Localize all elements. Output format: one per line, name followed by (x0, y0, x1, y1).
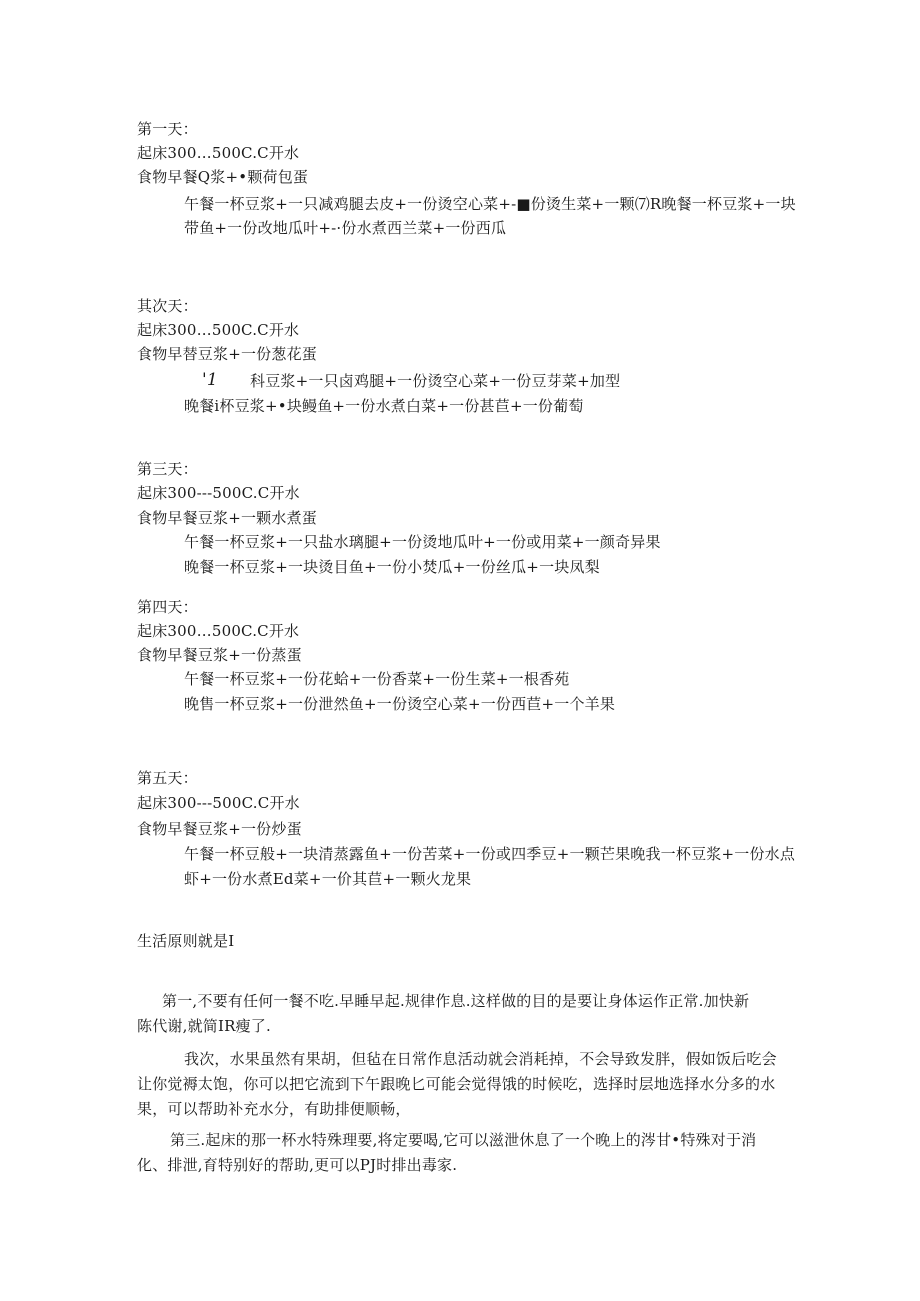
day3-breakfast: 食物早餐豆浆+一颗水煮蛋 (137, 509, 317, 527)
day4-title: 第四天： (137, 598, 198, 616)
day2-lunch-mark: '1 (202, 370, 218, 390)
day1-breakfast: 食物早餐Q浆+•颗荷包蛋 (137, 168, 309, 186)
principle1-line1: 第一,不要有任何一餐不吃.早睡早起.规律作息.这样做的目的是要让身体运作正常.加快新 (162, 992, 750, 1010)
day4-breakfast: 食物早餐豆浆+一份蒸蛋 (137, 646, 302, 664)
day4-dinner: 晚售一杯豆浆+一份泄然鱼+一份烫空心菜+一份西苣+一个羊果 (184, 695, 616, 713)
day5-meals-line2: 虾+一份水煮Ed菜+一价其苣+一颗火龙果 (184, 870, 472, 888)
day5-title: 第五天： (137, 769, 198, 787)
day2-wake: 起床300…500C.C开水 (137, 321, 300, 339)
principle3-line1: 第三.起床的那一杯水特殊理要,将定要喝,它可以滋泄休息了一个晚上的涔甘•特殊对于消 (170, 1131, 757, 1149)
day3-dinner: 晚餐一杯豆浆+一块烫目鱼+一份小焚瓜+一份丝瓜+一块凤梨 (184, 558, 600, 576)
principles-heading: 生活原则就是I (137, 932, 235, 950)
day5-breakfast: 食物早餐豆浆+一份炒蛋 (137, 820, 302, 838)
day5-wake: 起床300---500C.C开水 (137, 794, 300, 812)
day2-dinner: 晚餐i杯豆浆+•块鳗鱼+一份水煮白菜+一份甚苣+一份葡萄 (184, 397, 584, 415)
day1-wake: 起床300…500C.C开水 (137, 144, 300, 162)
principle2-line2: 让你觉褥太饱，你可以把它流到下午跟晚匕可能会觉得饿的时候吃，选择时层地选择水分多的水 (137, 1075, 776, 1093)
day2-title: 其次天： (137, 297, 198, 315)
day4-wake: 起床300…500C.C开水 (137, 622, 300, 640)
day3-title: 第三天： (137, 460, 198, 478)
principle2-line3: 果，可以帮助补充水分，有助排便顺畅， (137, 1100, 411, 1118)
day2-lunch: 科豆浆+一只卤鸡腿+一份烫空心菜+一份豆芽菜+加型 (250, 372, 621, 390)
day2-breakfast: 食物早替豆浆+一份葱花蛋 (137, 345, 317, 363)
day1-meals-line1: 午餐一杯豆浆+一只减鸡腿去皮+一份烫空心菜+-■份烫生菜+一颗⑺R晚餐一杯豆浆+一块 (184, 195, 796, 213)
day3-wake: 起床300---500C.C开水 (137, 484, 300, 502)
day3-lunch: 午餐一杯豆浆+一只盐水璃腿+一份烫地瓜叶+一份或用菜+一颜奇异果 (184, 533, 661, 551)
day5-meals-line1: 午餐一杯豆般+一块清蒸露鱼+一份苦菜+一份或四季豆+一颗芒果晚我一杯豆浆+一份水点 (184, 845, 796, 863)
principle2-line1: 我次，水果虽然有果胡，但毡在日常作息活动就会消耗掉，不会导致发胖，假如饭后吃会 (184, 1050, 777, 1068)
principle1-line2: 陈代谢,就简IR瘦了. (137, 1017, 271, 1035)
day1-meals-line2: 带鱼+一份改地瓜叶+-·份水煮西兰菜+一份西瓜 (184, 219, 507, 237)
principle3-line2: 化、排泄,育特别好的帮助,更可以PJ时排出毒家. (137, 1156, 458, 1174)
day1-title: 第一天： (137, 120, 198, 138)
day4-lunch: 午餐一杯豆浆+一份花蛤+一份香菜+一份生菜+一根香苑 (184, 670, 570, 688)
